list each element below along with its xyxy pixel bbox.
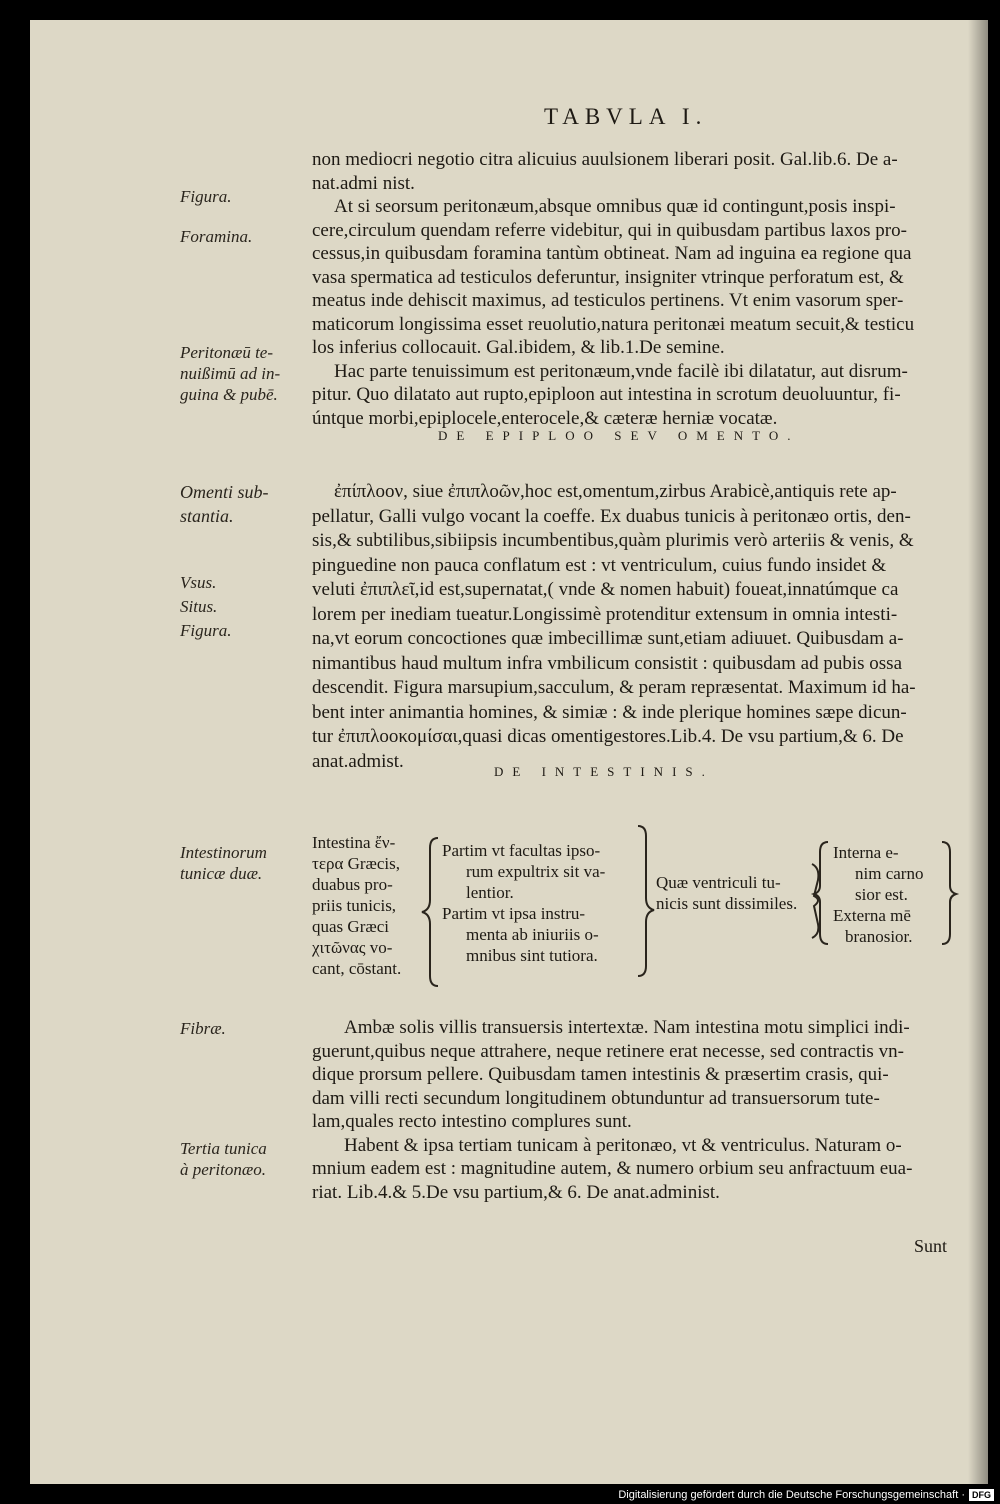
text-line: At si seorsum peritonæum,absque omnibus quæ id contingunt,posis inspi- (334, 196, 896, 217)
table-col-1 (312, 832, 401, 979)
text-line: veluti ἐπιπλεῖ,id est,supernatat,( vnde & nomen habuit) foueat,innatúmque ca (312, 579, 899, 600)
margin-note-usus: Vsus. (180, 573, 217, 592)
margin-note-omenti (180, 480, 269, 528)
margin-note-figura: Figura. (180, 187, 232, 206)
intro-text (312, 148, 952, 430)
table-cell: Interna e- (833, 843, 899, 862)
text-line: cessus,in quibusdam foramina tantùm obtineat. Nam ad inguina ea regione qua (312, 243, 912, 264)
margin-line: guina & pubē. (180, 385, 278, 404)
text-line: bent inter animantia homines, & simiæ : & inde plerique homines sæpe dicun- (312, 701, 907, 723)
table-cell: mnibus sint tutiora. (466, 946, 598, 965)
dfg-logo: DFG (969, 1489, 994, 1501)
table-cell: branosior. (845, 927, 913, 946)
margin-line: tunicæ duæ. (180, 864, 263, 883)
section-heading-intestines: DE INTESTINIS. (494, 764, 714, 779)
omentum-text (312, 480, 952, 774)
text-line: mnium eadem est : magnitudine autem, & numero orbium seu anfractuum eua- (312, 1158, 913, 1179)
text-line: los inferius collocauit. Gal.ibidem, & lib.1.De semine. (312, 337, 725, 358)
margin-note-figura-2: Figura. (180, 621, 232, 640)
table-cell: Quæ ventriculi tu- (656, 873, 781, 892)
margin-note-intestinorum (180, 842, 267, 884)
margin-note-foramina: Foramina. (180, 227, 253, 246)
table-col-3 (656, 872, 797, 914)
book-page (30, 20, 988, 1484)
text-line: na,vt eorum concoctiones quæ imbecillimæ sunt,etiam adiuuet. Quibusdam a- (312, 628, 904, 649)
text-line: lorem per inediam tueatur.Longissimè protenditur extensum in omnia intesti- (312, 603, 898, 625)
footer-bar (0, 1486, 1000, 1504)
text-line: dique prorsum pellere. Quibusdam tamen intestinis & præsertim crasis, qui- (312, 1064, 889, 1085)
text-line: lam,quales recto intestino complures sunt. (312, 1111, 632, 1132)
margin-note-situs: Situs. (180, 597, 218, 616)
table-cell: menta ab iniuriis o- (466, 925, 599, 944)
text-line: non mediocri negotio citra alicuius auulsionem liberari posit. Gal.lib.6. De a- (312, 149, 898, 170)
table-cell: Partim vt facultas ipso- (442, 841, 601, 860)
text-line: Habent & ipsa tertiam tunicam à peritonæo, vt & ventriculus. Naturam o- (344, 1134, 902, 1156)
table-cell: priis tunicis, (312, 896, 397, 915)
margin-note-peritonaeum (180, 342, 280, 405)
table-col-2 (442, 840, 605, 966)
text-line: descendit. Figura marsupium,sacculum, & peram repræsentat. Maximum id ha- (312, 677, 916, 698)
text-line: pitur. Quo dilatato aut rupto,epiploon aut intestina in scrotum deuoluuntur, fi- (312, 384, 901, 405)
table-cell: sior est. (855, 885, 908, 904)
table-cell: Partim vt ipsa instru- (442, 904, 586, 923)
text-line: vasa spermatica ad testiculos deferuntur, insigniter vtrinque perforatum est, & (312, 266, 904, 288)
text-line: tur ἐπιπλοοκομίσαι,quasi dicas omentigestores.Lib.4. De vsu partium,& 6. De (312, 726, 904, 747)
margin-line: à peritonæo. (180, 1160, 266, 1179)
margin-note-fibrae: Fibræ. (180, 1019, 226, 1038)
brace-3 (812, 864, 818, 938)
page-header: TABVLA I. (544, 104, 708, 129)
brace-1 (422, 838, 438, 986)
text-line: cere,circulum quendam referre videbitur, qui in quibusdam partibus laxos pro- (312, 219, 907, 241)
brace-4 (814, 842, 828, 944)
margin-line: stantia. (180, 506, 234, 526)
margin-line: Intestinorum (180, 843, 267, 862)
margin-line: nuißimū ad in- (180, 364, 281, 383)
binding-shadow (968, 20, 988, 1484)
table-cell: duabus pro- (312, 875, 393, 894)
table-cell: cant, cōstant. (312, 959, 402, 978)
text-line: riat. Lib.4.& 5.De vsu partium,& 6. De anat.administ. (312, 1181, 720, 1203)
table-cell: χιτῶνας vo- (312, 938, 393, 957)
text-line: sis,& subtilibus,sibiipsis incumbentibus,quàm plurimis verò arteriis & venis, & (312, 530, 914, 551)
text-line: guerunt,quibus neque attrahere, neque retinere erat necesse, sed contractis vn- (312, 1040, 904, 1062)
margin-line: Peritonæū te- (180, 343, 274, 362)
text-line: nat.admi nist. (312, 172, 415, 194)
table-cell: Intestina ἔν- (312, 833, 396, 852)
catchword: Sunt (914, 1236, 948, 1256)
fibre-text (312, 1016, 952, 1204)
text-line: ἐπίπλοον, siue ἐπιπλοῶν,hoc est,omentum,zirbus Arabicè,antiquis rete ap- (334, 481, 897, 502)
text-line: úntque morbi,epiplocele,enterocele,& cæteræ herniæ vocatæ. (312, 407, 778, 429)
margin-line: Omenti sub- (180, 482, 269, 502)
margin-line: Tertia tunica (180, 1139, 267, 1158)
margin-note-tertia (180, 1138, 267, 1180)
text-line: maticorum longissima esset reuolutio,natura peritonæi meatum secuit,& testicu (312, 313, 915, 335)
text-line: meatus inde dehiscit maximus, ad testiculos pertinens. Vt enim vasorum sper- (312, 290, 904, 311)
section-heading-omentum: DE EPIPLOO SEV OMENTO. (438, 428, 800, 443)
text-line: dam villi recti secundum longitudinem obtunduntur ad transuersorum tute- (312, 1087, 880, 1109)
table-cell: quas Græci (312, 917, 389, 936)
table-cell: rum expultrix sit va- (466, 862, 606, 881)
text-line: nimantibus haud multum infra vmbilicum consistit : quibusdam ad pubis ossa (312, 652, 903, 674)
text-line: pinguedine non pauca conflatum est : vt ventriculum, cuius fundo insidet & (312, 554, 887, 576)
brace-5 (942, 842, 956, 944)
text-line: anat.admist. (312, 750, 404, 772)
text-line: Hac parte tenuissimum est peritonæum,vnde facilè ibi dilatatur, aut disrum- (334, 360, 908, 382)
text-line: Ambæ solis villis transuersis intertextæ. Nam intestina motu simplici indi- (344, 1017, 910, 1038)
table-cell: nicis sunt dissimiles. (656, 894, 798, 913)
table-col-4 (833, 842, 923, 947)
table-cell: τερα Græcis, (312, 854, 401, 873)
footer-credit: Digitalisierung gefördert durch die Deutsche Forschungsgemeinschaft · (618, 1489, 965, 1501)
brace-2 (638, 826, 654, 976)
table-cell: Externa mē (833, 906, 911, 925)
text-line: pellatur, Galli vulgo vocant la coeffe. Ex duabus tunicis à peritonæo ortis, den- (312, 505, 911, 527)
table-cell: nim carno (855, 864, 924, 883)
table-cell: lentior. (466, 883, 514, 902)
